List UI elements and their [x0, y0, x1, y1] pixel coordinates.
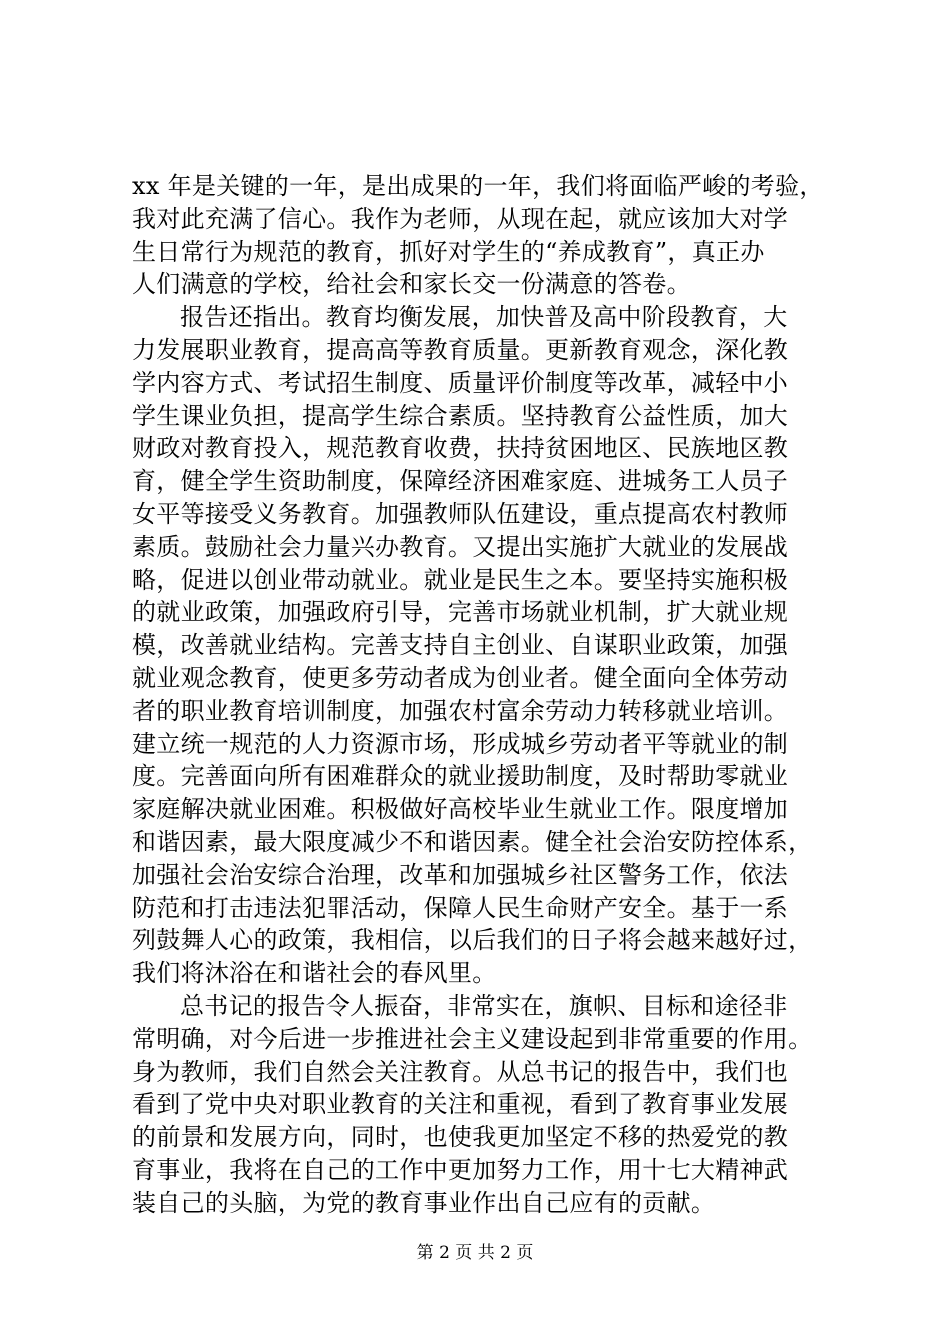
text-line: 家庭解决就业困难。积极做好高校毕业生就业工作。限度增加 [132, 795, 789, 824]
text-line: 的前景和发展方向，同时，也使我更加坚定不移的热爱党的教 [132, 1123, 789, 1152]
text-line: 看到了党中央对职业教育的关注和重视，看到了教育事业发展 [132, 1090, 789, 1119]
text-line: 生日常行为规范的教育，抓好对学生的“养成教育”，真正办 [132, 237, 765, 266]
text-line: 学生课业负担，提高学生综合素质。坚持教育公益性质，加大 [132, 401, 789, 430]
text-line: 常明确，对今后进一步推进社会主义建设起到非常重要的作用。 [132, 1024, 813, 1053]
text-line: 学内容方式、考试招生制度、质量评价制度等改革，减轻中小 [132, 368, 789, 397]
text-line: 女平等接受义务教育。加强教师队伍建设，重点提高农村教师 [132, 499, 789, 528]
text-line: 我们将沐浴在和谐社会的春风里。 [132, 959, 497, 988]
text-line: 育，健全学生资助制度，保障经济困难家庭、进城务工人员子 [132, 467, 789, 496]
text-line: 列鼓舞人心的政策，我相信，以后我们的日子将会越来越好过， [132, 926, 813, 955]
text-line: 装自己的头脑，为党的教育事业作出自己应有的贡献。 [132, 1188, 716, 1217]
text-line: 人们满意的学校，给社会和家长交一份满意的答卷。 [132, 270, 691, 299]
document-body [132, 170, 832, 1220]
page-footer: 第 2 页 共 2 页 [416, 1243, 534, 1263]
text-line: 就业观念教育，使更多劳动者成为创业者。健全面向全体劳动 [132, 663, 789, 692]
text-line: 力发展职业教育，提高高等教育质量。更新教育观念，深化教 [132, 335, 789, 364]
text-line: 加强社会治安综合治理，改革和加强城乡社区警务工作，依法 [132, 860, 789, 889]
text-line: 我对此充满了信心。我作为老师，从现在起，就应该加大对学 [132, 204, 789, 233]
paragraph-first-line: 总书记的报告令人振奋，非常实在，旗帜、目标和途径非 [180, 991, 788, 1020]
paragraph-first-line: 报告还指出。教育均衡发展，加快普及高中阶段教育，大 [180, 303, 788, 332]
text-line: 的就业政策，加强政府引导，完善市场就业机制，扩大就业规 [132, 598, 789, 627]
text-line: 和谐因素，最大限度减少不和谐因素。健全社会治安防控体系， [132, 827, 813, 856]
text-line: 身为教师，我们自然会关注教育。从总书记的报告中，我们也 [132, 1057, 789, 1086]
text-line: 者的职业教育培训制度，加强农村富余劳动力转移就业培训。 [132, 696, 789, 725]
text-line: 模，改善就业结构。完善支持自主创业、自谋职业政策，加强 [132, 631, 789, 660]
text-line: 略，促进以创业带动就业。就业是民生之本。要坚持实施积极 [132, 565, 789, 594]
text-line: 财政对教育投入，规范教育收费，扶持贫困地区、民族地区教 [132, 434, 789, 463]
text-line: 育事业，我将在自己的工作中更加努力工作，用十七大精神武 [132, 1155, 789, 1184]
text-line: 建立统一规范的人力资源市场，形成城乡劳动者平等就业的制 [132, 729, 789, 758]
text-line: xx 年是关键的一年，是出成果的一年，我们将面临严峻的考验， [132, 172, 824, 200]
text-line: 素质。鼓励社会力量兴办教育。又提出实施扩大就业的发展战 [132, 532, 789, 561]
text-line: 防范和打击违法犯罪活动，保障人民生命财产安全。基于一系 [132, 893, 789, 922]
text-line: 度。完善面向所有困难群众的就业援助制度，及时帮助零就业 [132, 762, 789, 791]
